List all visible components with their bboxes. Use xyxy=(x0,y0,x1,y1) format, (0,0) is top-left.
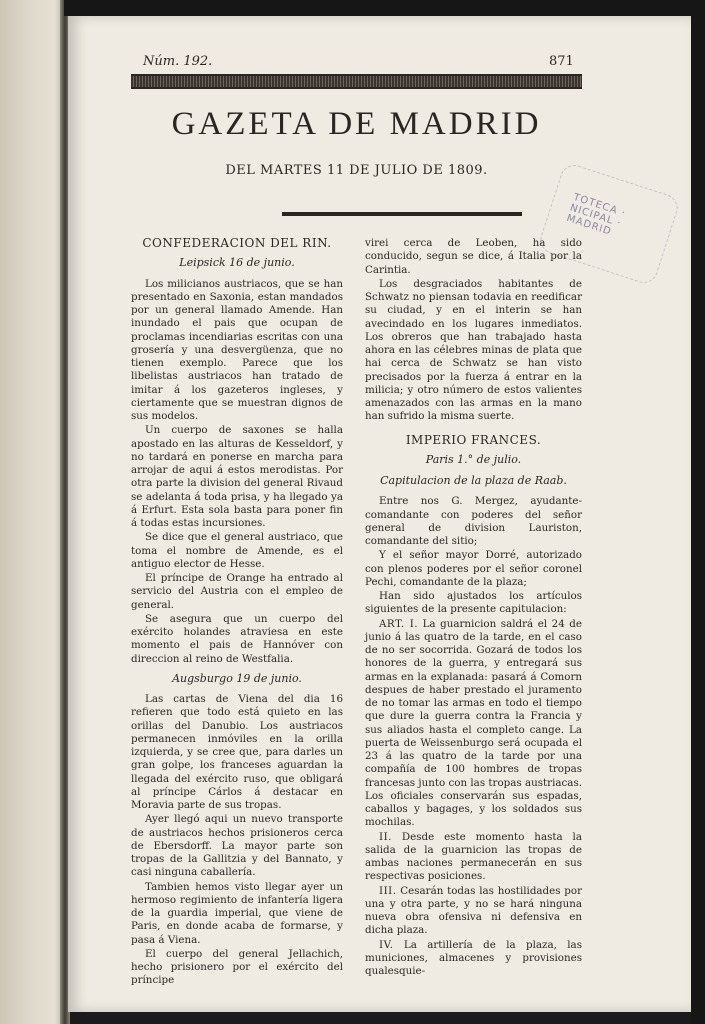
title-rule xyxy=(282,212,522,216)
issue-number: Núm. 192. xyxy=(143,54,213,69)
article-1 xyxy=(365,618,582,830)
article-text: Cesarán todas las hostilidades por una y otra parte, y no se hará ninguna nueva obra ofensiva ni defensiva en dicha plaza. xyxy=(365,884,582,937)
paragraph: Los milicianos austriacos, que se han presentado en Saxonia, estan mandados por un general llamado Amende. Han inundado el pais que ocupan de proclamas incendiarias escritas con una grosería y una desvergüenza, que no tienen exemplo. Parece que los libelistas austriacos han tratado de imitar á los gazeteros ingleses, y ciertamente que se muestran dignos de sus modelos. xyxy=(131,277,343,422)
paragraph: Ayer llegó aqui un nuevo transporte de austriacos hechos prisioneros cerca de Ebersdorff. La mayor parte son tropas de la Gallitzia y del Bannato, y casi ninguna caballería. xyxy=(131,813,343,879)
newspaper-title: GAZETA DE MADRID xyxy=(171,106,542,142)
paragraph: Han sido ajustados los artículos siguientes de la presente capitulacion: xyxy=(365,590,582,616)
paragraph: Se dice que el general austriaco, que toma el nombre de Amende, es el antiguo elector de Hesse. xyxy=(131,531,343,570)
stamp-text: TOTECA · NICIPAL · MADRID xyxy=(565,192,628,238)
facing-page-edge xyxy=(0,0,64,1024)
article-text: Desde este momento hasta la salida de la guarnicion las tropas de ambas naciones permanecerán en sus respectivas posiciones. xyxy=(365,830,582,883)
article-4 xyxy=(365,939,582,979)
article-label: II. xyxy=(379,830,392,843)
article-text: La artillería de la plaza, las municiones, almacenes y provisiones qualesquie- xyxy=(365,938,582,977)
article-label: IV. xyxy=(379,938,394,951)
ornamental-band xyxy=(131,74,582,89)
article-text: La guarnicion saldrá el 24 de junio á las quatro de la tarde, en el caso de no ser socorrida. Gozará de todos los honores de la guerra, y entregará sus armas en la explanada: pasará á Comorn despues de haber prestado el juramento de no tomar las armas en todo el tiempo que dure la guerra contra la Francia y sus aliados hasta el completo cange. La puerta de Weissenburgo será ocupada el 23 á las quatro de la tarde por una compañía de 100 hombres de tropas francesas junto con las tropas austriacas. Los oficiales conservarán sus espadas, caballos y bagages, y los soldados sus mochilas. xyxy=(365,617,582,829)
dateline: Paris 1.° de julio. xyxy=(425,452,522,466)
paragraph: El cuerpo del general Jellachich, hecho prisionero por el exército del príncipe xyxy=(131,947,343,987)
article-label: III. xyxy=(379,884,397,897)
left-column xyxy=(131,237,343,988)
paragraph: Los desgraciados habitantes de Schwatz no piensan todavia en reedificar su ciudad, y en el interin se han avecindado en los lugares inmediatos. Los obreros que han trabajado hasta ahora en las célebres minas de plata que hai cerca de Schwatz se han visto precisados por la fuerza á entrar en la milicia; y otro número de estos valientes amenazados con las armas en la mano han sufrido la misma suerte. xyxy=(365,277,582,423)
article-2 xyxy=(365,831,582,884)
section-title: IMPERIO FRANCES. xyxy=(405,432,542,447)
article-subtitle: Capitulacion de la plaza de Raab. xyxy=(380,474,567,487)
article-label: ART. I. xyxy=(379,617,419,630)
paragraph: Entre nos G. Mergez, ayudante-comandante con poderes del señor general de division Lauriston, comandante del sitio; xyxy=(365,495,582,547)
dateline: Leipsick 16 de junio. xyxy=(179,256,295,270)
scan-background-top xyxy=(64,0,705,16)
paragraph: El príncipe de Orange ha entrado al servicio del Austria con el empleo de general. xyxy=(131,572,343,611)
page-number: 871 xyxy=(549,54,574,69)
article-3 xyxy=(365,885,582,938)
paragraph: Se asegura que un cuerpo del exército holandes atraviesa en este momento el pais de Hannóver con direccion al reino de Westfalia. xyxy=(131,612,343,665)
right-column xyxy=(365,237,582,978)
paragraph: Las cartas de Viena del dia 16 refieren que todo está quieto en las orillas del Danubio. Los austriacos permanecen inmóviles en la orilla izquierda, y se cree que, para darles un gran golpe, los franceses aguardan la llegada del exército ruso, que obligará al príncipe Cárlos á destacar en Moravia parte de sus tropas. xyxy=(131,693,343,811)
dateline: Augsburgo 19 de junio. xyxy=(172,671,302,685)
paragraph: virei cerca de Leoben, ha sido conducido, segun se dice, á Italia por la Carintia. xyxy=(365,237,582,276)
section-title: CONFEDERACION DEL RIN. xyxy=(142,236,332,250)
paragraph: Y el señor mayor Dorré, autorizado con plenos poderes por el señor coronel Pechi, comandante de la plaza; xyxy=(365,549,582,588)
scan-background-right xyxy=(691,0,705,1024)
paragraph: Tambien hemos visto llegar ayer un hermoso regimiento de infantería ligera de la guardia imperial, que viene de Paris, en donde acaba de formarse, y pasa á Viena. xyxy=(131,880,343,946)
issue-date: DEL MARTES 11 DE JULIO DE 1809. xyxy=(225,163,488,178)
paragraph: Un cuerpo de saxones se halla apostado en las alturas de Kesseldorf, y no tardará en ponerse en marcha para arrojar de aqui á estos merodistas. Por otra parte la division del general Rivaud se adelanta á toda prisa, y ha llegado ya á Erfurt. Esta sola basta para poner fin á todas estas incursiones. xyxy=(131,424,343,529)
